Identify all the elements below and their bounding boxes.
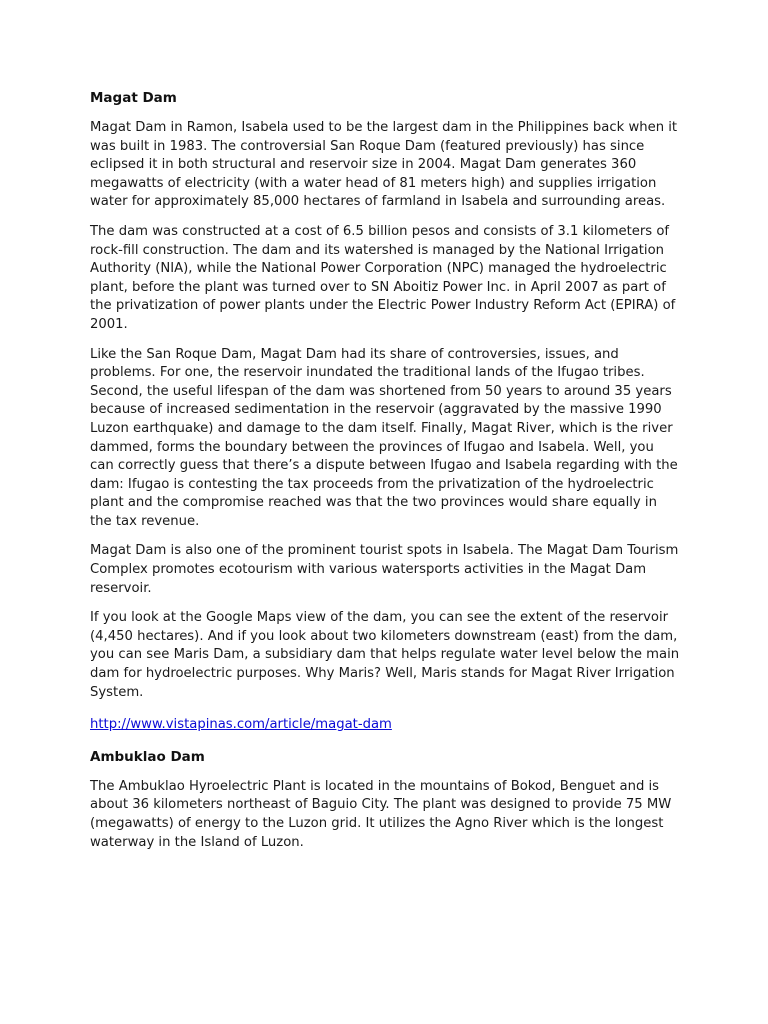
paragraph-magat-tourism: Magat Dam is also one of the prominent tourist spots in Isabela. The Magat Dam Tourism Complex promotes ecotourism with various watersports activities in the Magat Dam reservoir. <box>90 543 679 596</box>
section-heading-magat-dam: Magat Dam <box>90 90 177 106</box>
paragraph-magat-construction: The dam was constructed at a cost of 6.5 billion pesos and consists of 3.1 kilometers of rock-fill construction. The dam and its watershed is managed by the National Irrigation Authority (NIA), while the National Power Corporation (NPC) managed the hydroelectric plant, before the plant was turned over to SN Aboitiz Power Inc. in April 2007 as part of the privatization of power plants under the Electric Power Industry Reform Act (EPIRA) of 2001. <box>90 223 676 332</box>
source-link-magat-dam[interactable]: http://www.vistapinas.com/article/magat-dam <box>90 717 392 733</box>
paragraph-ambuklao-intro: The Ambuklao Hyroelectric Plant is located in the mountains of Bokod, Benguet and is about 36 kilometers northeast of Baguio City. The plant was designed to provide 75 MW (megawatts) of energy to the Luzon grid. It utilizes the Agno River which is the longest waterway in the Island of Luzon. <box>90 778 672 850</box>
paragraph-magat-intro: Magat Dam in Ramon, Isabela used to be the largest dam in the Philippines back when it was built in 1983. The controversial San Roque Dam (featured previously) has since eclipsed it in both structural and reservoir size in 2004. Magat Dam generates 360 megawatts of electricity (with a water head of 81 meters high) and supplies irrigation water for approximately 85,000 hectares of farmland in Isabela and surrounding areas. <box>90 120 678 210</box>
paragraph-magat-maps: If you look at the Google Maps view of the dam, you can see the extent of the reservoir (4,450 hectares). And if you look about two kilometers downstream (east) from the dam, you can see Maris Dam, a subsidiary dam that helps regulate water level below the main dam for hydroelectric purposes. Why Maris? Well, Maris stands for Magat River Irrigation System. <box>90 610 680 700</box>
section-heading-ambuklao-dam: Ambuklao Dam <box>90 748 205 765</box>
paragraph-magat-controversies: Like the San Roque Dam, Magat Dam had its share of controversies, issues, and problems. For one, the reservoir inundated the traditional lands of the Ifugao tribes. Second, the useful lifespan of the dam was shortened from 50 years to around 35 years because of increased sedimentation in the reservoir (aggravated by the massive 1990 Luzon earthquake) and damage to the dam itself. Finally, Magat River, which is the river dammed, forms the boundary between the provinces of Ifugao and Isabela. Well, you can correctly guess that there’s a dispute between Ifugao and Isabela regarding with the dam: Ifugao is contesting the tax proceeds from the privatization of the hydroelectric plant and the compromise reached was that the two provinces would share equally in the tax revenue. <box>90 346 678 529</box>
